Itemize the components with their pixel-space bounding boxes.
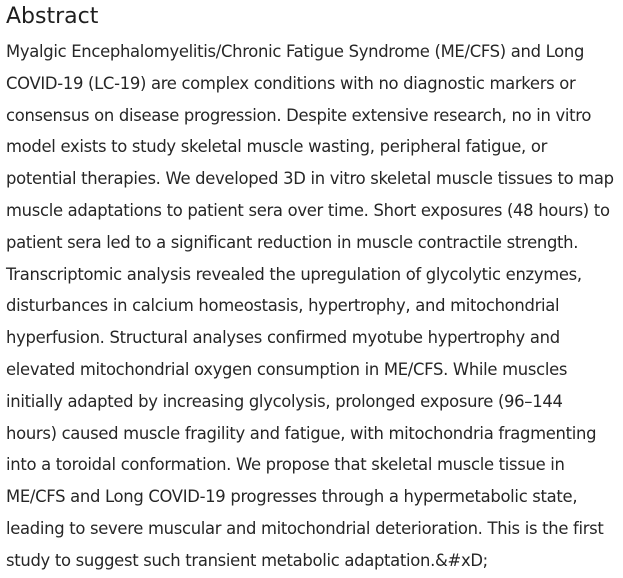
abstract-heading: Abstract [6,4,99,29]
abstract-body: Myalgic Encephalomyelitis/Chronic Fatigue Syndrome (ME/CFS) and Long COVID-19 (LC-19) are complex conditions with no diagnostic markers or consensus on disease progression. Despite extensive research, no in vitro model exists to study skeletal muscle wasting, peripheral fatigue, or potential therapies. We developed 3D in vitro skeletal muscle tissues to map muscle adaptations to patient sera over time. Short exposures (48 hours) to patient sera led to a significant reduction in muscle contractile strength. Transcriptomic analysis revealed the upregulation of glycolytic enzymes, disturbances in calcium homeostasis, hypertrophy, and mitochondrial hyperfusion. Structural analyses confirmed myotube hypertrophy and elevated mitochondrial oxygen consumption in ME/CFS. While muscles initially adapted by increasing glycolysis, prolonged exposure (96–144 hours) caused muscle fragility and fatigue, with mitochondria fragmenting into a toroidal conformation. We propose that skeletal muscle tissue in ME/CFS and Long COVID-19 progresses through a hypermetabolic state, leading to severe muscular and mitochondrial deterioration. This is the first study to suggest such transient metabolic adaptation.&#xD; [6,42,614,570]
